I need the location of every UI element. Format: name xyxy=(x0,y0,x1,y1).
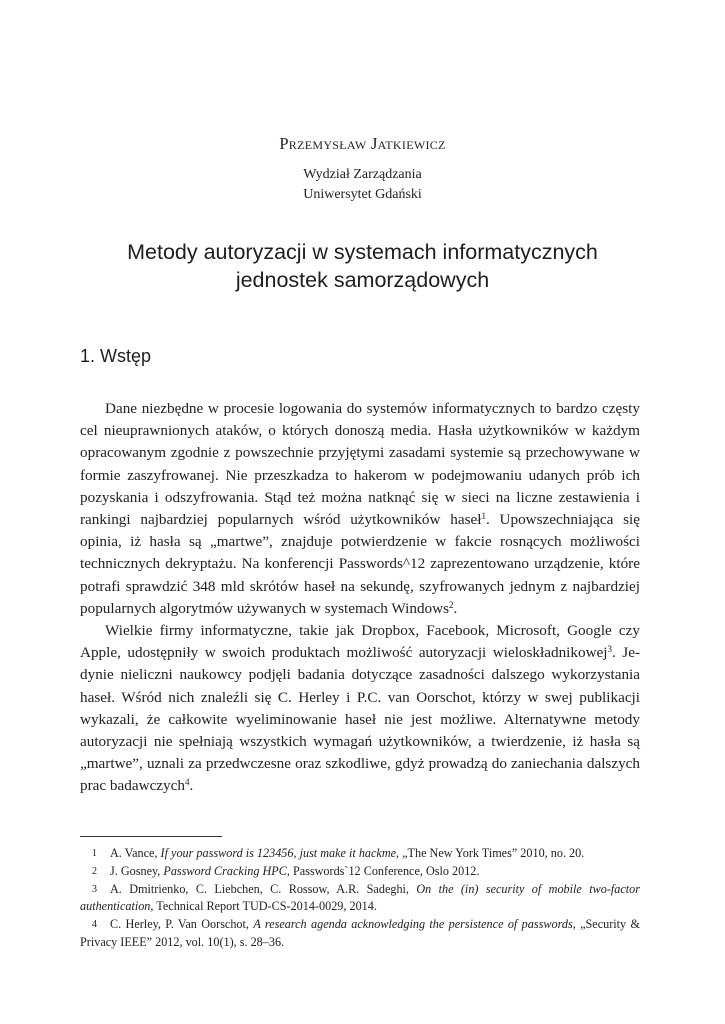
footnote-ref-2: 2 xyxy=(449,599,454,610)
paragraph-1 xyxy=(80,398,640,620)
footnote-text: , Passwords`12 Conference, Oslo 2012. xyxy=(286,863,480,878)
footnote-ref-1: 1 xyxy=(481,511,486,522)
paragraph-1-text-b: . Upowszechniająca się opinia, iż hasła są „martwe”, znajduje potwierdzenie w fakcie rosnących możliwości technicznych dekryptażu. Na konferencji Passwords^12 zaprezentowano urządzenie, które potrafi sprawdzić 348 mld skrótów haseł na sekundę, szyfrowanych jednym z najbardziej popularnych algorytmów używanych w systemach Windows xyxy=(80,511,641,617)
footnote-text: C. Herley, P. Van Oorschot, xyxy=(110,917,254,932)
footnote-number: 3 xyxy=(92,883,97,895)
paragraph-2 xyxy=(80,620,640,798)
affiliation-university: Uniwersytet Gdański xyxy=(303,187,422,202)
footnote-title: Password Cracking HPC xyxy=(163,863,287,878)
affiliation-faculty: Wydział Zarządzania xyxy=(303,167,422,182)
paper-title-line-2: jednostek samorządowych xyxy=(235,268,490,292)
footnote-divider xyxy=(80,836,222,837)
footnote-text: , „The New York Times” 2010, no. 20. xyxy=(396,846,585,860)
footnote-title: On the (in) security of mobile two-factor authentication xyxy=(80,881,640,914)
footnote-text: A. Dmitrienko, C. Liebchen, C. Rossow, A.R. Sadeghi, xyxy=(110,881,417,896)
section-heading: 1. Wstęp xyxy=(80,346,152,366)
body-text xyxy=(80,398,640,798)
author-name: Przemysław Jatkiewicz xyxy=(279,134,446,153)
footnote-text: , Technical Report TUD-CS-2014-0029, 2014. xyxy=(150,899,377,914)
paragraph-1-text-a: Dane niezbędne w procesie logowania do systemów informatycznych to bardzo częsty cel nieuprawnionych ataków, o których donoszą media. Hasła użytkowników w każdym opracowanym zgodnie z powszechnie przyjętymi zasadami systemie są przechowywane w formie zaszyfrowanej. Nie przeszkadza to hakerom w podejmowaniu udanych prób ich pozyskania i odszyfrowania. Stąd też można natknąć się w sieci na liczne zestawienia i rankingi najbardziej popularnych wśród użytkowników haseł xyxy=(80,400,640,529)
footnote-1 xyxy=(80,845,640,863)
footnote-number: 2 xyxy=(92,865,97,877)
footnote-text: J. Gosney, xyxy=(110,863,164,878)
footnotes xyxy=(80,845,640,952)
footnote-text: A. Vance, xyxy=(110,846,161,860)
paragraph-2-text-a: Wielkie firmy informatyczne, takie jak Dropbox, Facebook, Microsoft, Google czy Apple, udostępniły w swoich produktach możliwość autoryzacji wieloskładnikowej xyxy=(80,622,640,662)
paragraph-2-text-c: . xyxy=(189,777,194,795)
author-affiliation xyxy=(0,165,725,205)
footnote-number: 4 xyxy=(92,919,97,931)
footnote-text: „Security & Privacy IEEE” 2012, vol. 10(1), s. 28–36. xyxy=(80,917,640,949)
footnote-4 xyxy=(80,916,640,952)
footnote-title: If your password is 123456, just make it hackme xyxy=(160,846,397,860)
footnote-number: 1 xyxy=(92,848,97,859)
paper-title-line-1: Metody autoryzacji w systemach informatycznych xyxy=(127,240,598,264)
footnote-2 xyxy=(80,863,640,881)
paragraph-1-text-c: . xyxy=(453,599,458,617)
footnote-title: A research agenda acknowledging the persistence of passwords, xyxy=(253,917,576,932)
footnote-ref-4: 4 xyxy=(184,777,190,788)
paragraph-2-text-b: . Jedynie nieliczni naukowcy podjęli badania dotyczące zasadności dalszego wykorzystania haseł. Wśród nich znaleźli się C. Herley i P.C. van Oorschot, którzy w swej publikacji wykazali, że całkowite wyeliminowanie haseł nie jest możliwe. Alternatywne metody autoryzacji nie spełniają wszystkich wymagań użytkowników, a twierdzenie, iż hasła są „martwe”, uznali za przedwczesne oraz szkodliwe, gdyż prowadzą do zaniechania dalszych prac badawczych xyxy=(80,644,640,795)
footnote-3 xyxy=(80,881,640,917)
paper-title xyxy=(60,238,665,294)
footnote-ref-3: 3 xyxy=(607,644,612,655)
